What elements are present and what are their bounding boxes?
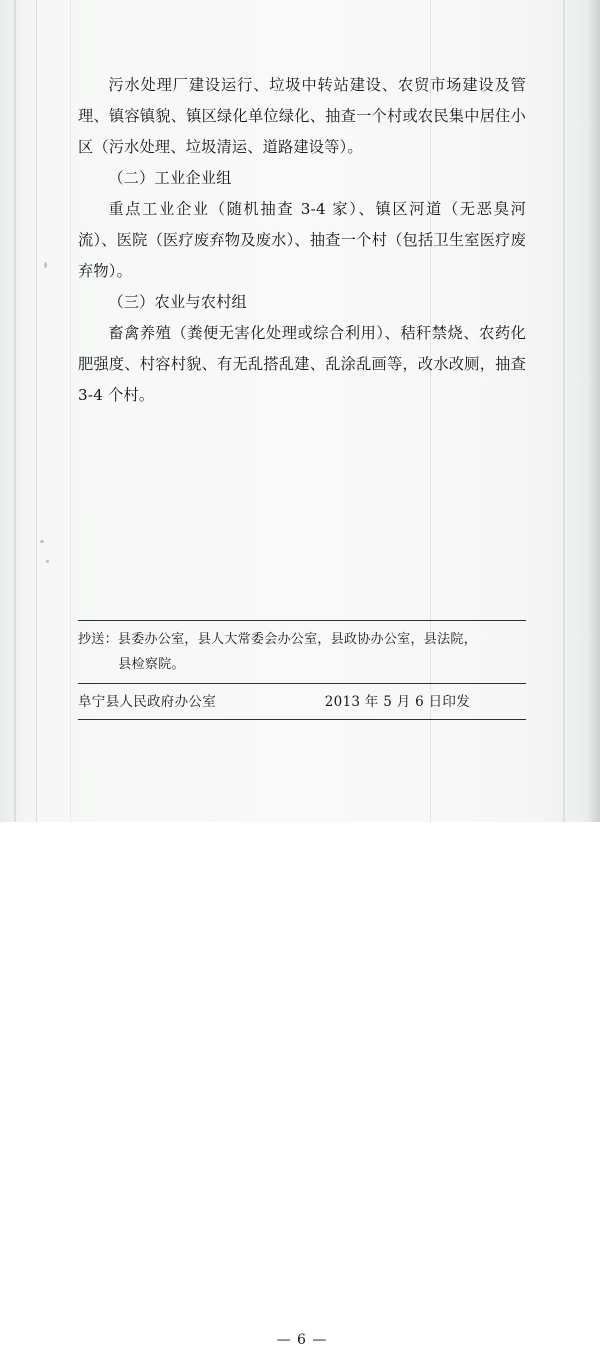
paragraph-2: 重点工业企业（随机抽查 3-4 家）、镇区河道（无恶臭河流）、医院（医疗废弃物及废水）、抽查一个村（包括卫生室医疗废弃物）。 <box>78 200 526 280</box>
scan-speck <box>46 560 49 563</box>
paragraph-1: 污水处理厂建设运行、垃圾中转站建设、农贸市场建设及管理、镇容镇貌、镇区绿化单位绿化、抽查一个村或农民集中居住小区（污水处理、垃圾清运、道路建设等）。 <box>78 76 526 156</box>
footer-divider-bottom <box>78 719 526 720</box>
document-footer <box>78 620 526 1348</box>
scan-speck <box>44 262 47 268</box>
scan-band <box>563 0 565 822</box>
distribution-block <box>78 621 526 677</box>
scan-band <box>70 0 71 822</box>
issue-date: 2013 年 5 月 6 日印发 <box>324 694 470 710</box>
document-body <box>78 70 526 411</box>
paragraph-heading-2: （二）工业企业组 <box>108 169 232 187</box>
distribution-line-2: 县检察院。 <box>118 657 185 672</box>
paragraph-heading-3: （三）农业与农村组 <box>108 293 247 311</box>
issuer-name: 阜宁县人民政府办公室 <box>78 694 216 710</box>
page-number: — 6 — <box>276 1332 328 1348</box>
distribution-line-1: 抄送：县委办公室，县人大常委会办公室，县政协办公室，县法院， <box>78 632 478 647</box>
page-blank-area <box>0 822 600 984</box>
paragraph-3: 畜禽养殖（粪便无害化处理或综合利用）、秸秆禁烧、农药化肥强度、村容村貌、有无乱搭乱建、乱涂乱画等，改水改厕，抽查 3-4 个村。 <box>78 324 526 404</box>
scan-speck <box>40 540 44 543</box>
scan-edge-shadow <box>588 0 600 822</box>
scan-band <box>14 0 16 822</box>
scan-band <box>36 0 37 822</box>
issuer-block <box>78 684 526 715</box>
